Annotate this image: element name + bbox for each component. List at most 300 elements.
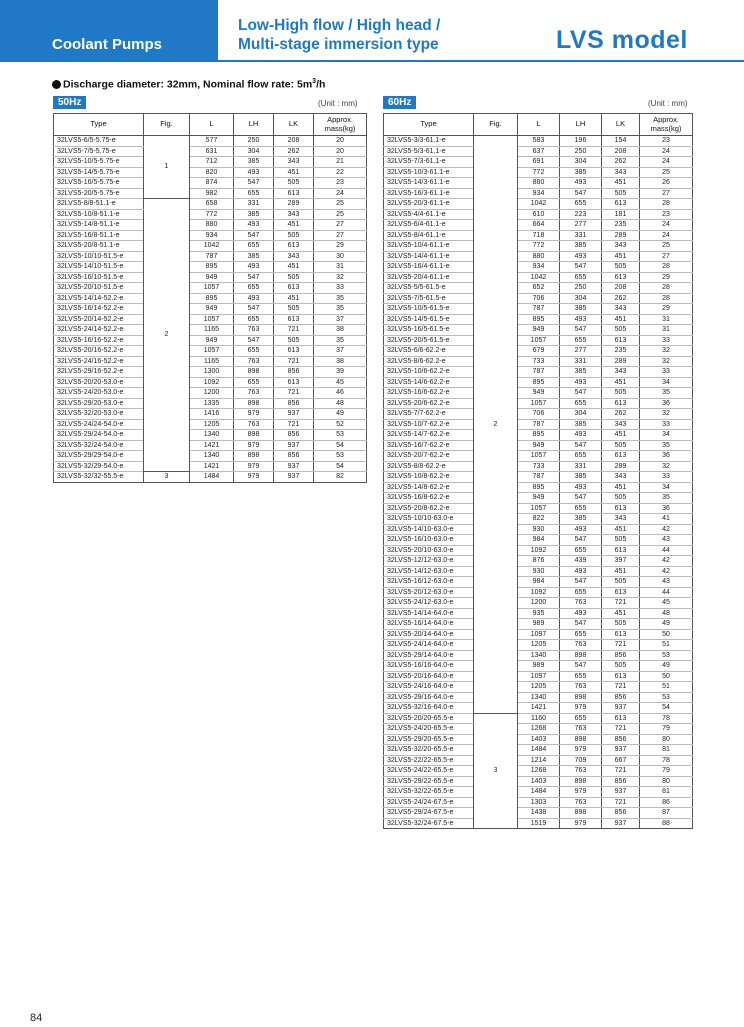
cell-lk: 451 (602, 314, 640, 325)
cell-l: 895 (518, 377, 560, 388)
cell-l: 1200 (190, 388, 234, 399)
cell-lh: 655 (234, 377, 274, 388)
cell-mass: 28 (640, 199, 693, 210)
cell-lk: 856 (602, 692, 640, 703)
cell-mass: 50 (640, 671, 693, 682)
table-row (384, 556, 693, 567)
cell-l: 718 (518, 230, 560, 241)
header-mass-line-1: Approx. (653, 115, 679, 124)
table-row (384, 377, 693, 388)
cell-lh: 250 (560, 146, 602, 157)
cell-l: 989 (518, 661, 560, 672)
cell-fig: 2 (144, 199, 190, 472)
cell-lh: 898 (560, 650, 602, 661)
cell-mass: 28 (640, 262, 693, 273)
table-row (384, 199, 693, 210)
cell-type: 32LVS5-7/5-61.5-e (384, 293, 474, 304)
cell-mass: 86 (640, 797, 693, 808)
cell-type: 32LVS5-6/5-5.75-e (54, 136, 144, 147)
cell-type: 32LVS5-24/16-64.0-e (384, 682, 474, 693)
cell-mass: 33 (640, 419, 693, 430)
cell-mass: 31 (640, 314, 693, 325)
cell-lh: 304 (560, 157, 602, 168)
cell-lh: 493 (560, 251, 602, 262)
cell-lk: 937 (602, 787, 640, 798)
cell-mass: 36 (640, 451, 693, 462)
cell-lh: 493 (560, 430, 602, 441)
table-row (384, 619, 693, 630)
cell-lk: 721 (602, 766, 640, 777)
table-row (384, 367, 693, 378)
table-row (384, 535, 693, 546)
table-row (54, 451, 367, 462)
cell-l: 1165 (190, 325, 234, 336)
cell-lh: 979 (560, 787, 602, 798)
cell-mass: 53 (640, 650, 693, 661)
table-row (384, 157, 693, 168)
cell-l: 935 (518, 608, 560, 619)
table-row (54, 356, 367, 367)
cell-l: 691 (518, 157, 560, 168)
cell-mass: 43 (640, 577, 693, 588)
cell-type: 32LVS5-10/10-63.0-e (384, 514, 474, 525)
cell-l: 820 (190, 167, 234, 178)
table-row (384, 283, 693, 294)
cell-lk: 613 (274, 377, 314, 388)
cell-mass: 25 (314, 209, 367, 220)
cell-lh: 493 (234, 220, 274, 231)
cell-l: 1335 (190, 398, 234, 409)
cell-l: 706 (518, 293, 560, 304)
cell-lh: 898 (560, 808, 602, 819)
cell-lh: 304 (560, 409, 602, 420)
cell-mass: 49 (640, 619, 693, 630)
cell-type: 32LVS5-32/24-54.0-e (54, 440, 144, 451)
cell-lk: 343 (602, 241, 640, 252)
table-row (384, 230, 693, 241)
cell-lh: 385 (560, 241, 602, 252)
header-lk: LK (602, 114, 640, 136)
cell-type: 32LVS5-16/16-64.0-e (384, 661, 474, 672)
discharge-subtitle (52, 78, 325, 91)
cell-mass: 32 (640, 356, 693, 367)
cell-mass: 27 (640, 188, 693, 199)
cell-mass: 49 (314, 409, 367, 420)
header-mass-line-2: mass(kg) (650, 123, 682, 133)
table-row (384, 472, 693, 483)
cell-mass: 38 (314, 356, 367, 367)
cell-lk: 937 (602, 745, 640, 756)
table-row (384, 608, 693, 619)
cell-mass: 24 (640, 146, 693, 157)
cell-lh: 655 (560, 545, 602, 556)
cell-lk: 721 (602, 640, 640, 651)
table-row (54, 325, 367, 336)
table-row (54, 199, 367, 210)
cell-type: 32LVS5-14/14-52.2-e (54, 293, 144, 304)
cell-lk: 937 (602, 703, 640, 714)
cell-lk: 613 (602, 587, 640, 598)
cell-l: 787 (190, 251, 234, 262)
table-row (384, 503, 693, 514)
cell-fig: 3 (144, 472, 190, 483)
cell-type: 32LVS5-20/14-52.2-e (54, 314, 144, 325)
table-row (384, 724, 693, 735)
table-row (384, 419, 693, 430)
bullet-icon (52, 80, 61, 89)
cell-lh: 655 (234, 241, 274, 252)
table-row (384, 629, 693, 640)
cell-lk: 856 (274, 451, 314, 462)
cell-lh: 385 (560, 367, 602, 378)
cell-type: 32LVS5-20/10-51.5-e (54, 283, 144, 294)
cell-lh: 385 (560, 304, 602, 315)
table-row (384, 514, 693, 525)
cell-lh: 493 (234, 262, 274, 273)
cell-mass: 35 (640, 440, 693, 451)
cell-lk: 451 (602, 430, 640, 441)
cell-lk: 721 (274, 388, 314, 399)
cell-type: 32LVS5-20/4-61.1-e (384, 272, 474, 283)
cell-lk: 343 (602, 304, 640, 315)
cell-lh: 898 (234, 430, 274, 441)
cell-lh: 304 (560, 293, 602, 304)
cell-mass: 44 (640, 587, 693, 598)
cell-mass: 35 (314, 304, 367, 315)
cell-mass: 80 (640, 776, 693, 787)
cell-lh: 655 (234, 346, 274, 357)
cell-l: 1057 (190, 346, 234, 357)
cell-type: 32LVS5-14/8-62.2-e (384, 482, 474, 493)
table-row (384, 346, 693, 357)
cell-l: 787 (518, 419, 560, 430)
cell-type: 32LVS5-10/3-61.1-e (384, 167, 474, 178)
table-row (384, 787, 693, 798)
cell-mass: 32 (314, 272, 367, 283)
cell-type: 32LVS5-14/14-64.0-e (384, 608, 474, 619)
cell-lk: 613 (602, 629, 640, 640)
cell-lh: 439 (560, 556, 602, 567)
cell-lh: 898 (560, 734, 602, 745)
cell-type: 32LVS5-16/6-62.2-e (384, 388, 474, 399)
cell-l: 772 (190, 209, 234, 220)
cell-l: 772 (518, 241, 560, 252)
cell-l: 631 (190, 146, 234, 157)
cell-type: 32LVS5-6/6-62.2-e (384, 346, 474, 357)
cell-lk: 613 (602, 451, 640, 462)
cell-lh: 493 (560, 377, 602, 388)
cell-lh: 304 (234, 146, 274, 157)
table-row (384, 241, 693, 252)
cell-lh: 331 (560, 356, 602, 367)
cell-mass: 32 (640, 461, 693, 472)
cell-lh: 385 (234, 251, 274, 262)
table-row (384, 545, 693, 556)
cell-mass: 54 (640, 703, 693, 714)
cell-mass: 42 (640, 566, 693, 577)
cell-mass: 48 (314, 398, 367, 409)
cell-lk: 289 (602, 461, 640, 472)
cell-l: 949 (518, 440, 560, 451)
cell-lh: 898 (234, 367, 274, 378)
cell-lh: 493 (560, 482, 602, 493)
cell-mass: 24 (314, 188, 367, 199)
cell-lh: 385 (560, 472, 602, 483)
cell-type: 32LVS5-10/5-5.75-e (54, 157, 144, 168)
cell-mass: 53 (640, 692, 693, 703)
cell-l: 984 (518, 577, 560, 588)
cell-type: 32LVS5-29/24-67.5-e (384, 808, 474, 819)
cell-l: 930 (518, 566, 560, 577)
cell-l: 712 (190, 157, 234, 168)
cell-l: 880 (518, 178, 560, 189)
cell-type: 32LVS5-32/20-53.0-e (54, 409, 144, 420)
table-row (384, 440, 693, 451)
table-row (384, 577, 693, 588)
cell-lk: 937 (274, 409, 314, 420)
cell-l: 787 (518, 472, 560, 483)
cell-lk: 856 (274, 367, 314, 378)
cell-lk: 262 (602, 409, 640, 420)
cell-lk: 937 (602, 818, 640, 829)
cell-lk: 856 (602, 734, 640, 745)
cell-lk: 721 (274, 325, 314, 336)
cell-mass: 35 (314, 335, 367, 346)
cell-type: 32LVS5-8/8-51.1-e (54, 199, 144, 210)
table-row (384, 493, 693, 504)
cell-lk: 289 (602, 230, 640, 241)
cell-lh: 385 (560, 419, 602, 430)
cell-mass: 36 (640, 503, 693, 514)
cell-lk: 613 (274, 241, 314, 252)
cell-mass: 81 (640, 787, 693, 798)
cell-type: 32LVS5-20/20-65.5-e (384, 713, 474, 724)
cell-lh: 277 (560, 220, 602, 231)
header-mass (314, 114, 367, 136)
table-row (384, 398, 693, 409)
cell-lh: 979 (560, 818, 602, 829)
cell-l: 733 (518, 356, 560, 367)
table-row (384, 703, 693, 714)
cell-l: 934 (190, 230, 234, 241)
cell-type: 32LVS5-24/24-67.5-e (384, 797, 474, 808)
cell-lk: 505 (602, 493, 640, 504)
cell-type: 32LVS5-10/8-62.2-e (384, 472, 474, 483)
table-row (54, 146, 367, 157)
cell-mass: 37 (314, 314, 367, 325)
cell-lh: 385 (234, 157, 274, 168)
table-row (384, 598, 693, 609)
table-row (384, 776, 693, 787)
cell-type: 32LVS5-29/20-53.0-e (54, 398, 144, 409)
cell-lh: 385 (234, 209, 274, 220)
cell-l: 895 (190, 293, 234, 304)
cell-lh: 655 (560, 671, 602, 682)
cell-mass: 42 (640, 556, 693, 567)
cell-mass: 29 (640, 272, 693, 283)
cell-mass: 35 (314, 293, 367, 304)
cell-lk: 721 (602, 598, 640, 609)
cell-mass: 45 (314, 377, 367, 388)
cell-lh: 655 (560, 713, 602, 724)
cell-lh: 655 (234, 283, 274, 294)
cell-type: 32LVS5-32/20-65.5-e (384, 745, 474, 756)
cell-type: 32LVS5-16/14-64.0-e (384, 619, 474, 630)
table-row (384, 430, 693, 441)
cell-mass: 54 (314, 461, 367, 472)
table-row (54, 440, 367, 451)
cell-type: 32LVS5-4/4-61.1-e (384, 209, 474, 220)
cell-l: 1057 (190, 283, 234, 294)
cell-l: 934 (518, 188, 560, 199)
cell-lh: 547 (560, 388, 602, 399)
cell-lh: 898 (560, 692, 602, 703)
cell-mass: 43 (640, 535, 693, 546)
table-row (54, 377, 367, 388)
table-row (384, 755, 693, 766)
cell-lk: 505 (602, 440, 640, 451)
cell-l: 1421 (190, 440, 234, 451)
cell-mass: 27 (640, 251, 693, 262)
cell-l: 1421 (518, 703, 560, 714)
cell-l: 874 (190, 178, 234, 189)
cell-mass: 48 (640, 608, 693, 619)
cell-lk: 721 (602, 724, 640, 735)
table-row (54, 251, 367, 262)
cell-l: 1165 (190, 356, 234, 367)
cell-l: 822 (518, 514, 560, 525)
cell-lk: 721 (602, 797, 640, 808)
spec-table-50hz (53, 113, 367, 483)
cell-lh: 763 (560, 682, 602, 693)
cell-lk: 613 (274, 283, 314, 294)
cell-l: 1268 (518, 766, 560, 777)
cell-lk: 613 (602, 545, 640, 556)
cell-lk: 505 (602, 661, 640, 672)
cell-lk: 289 (602, 356, 640, 367)
table-row (54, 304, 367, 315)
cell-lk: 613 (274, 314, 314, 325)
cell-l: 1340 (190, 430, 234, 441)
cell-lk: 613 (602, 713, 640, 724)
cell-l: 1268 (518, 724, 560, 735)
cell-lh: 763 (560, 766, 602, 777)
cell-mass: 31 (314, 262, 367, 273)
cell-l: 1092 (518, 587, 560, 598)
table-row (384, 692, 693, 703)
table-row (384, 314, 693, 325)
cell-mass: 35 (640, 388, 693, 399)
cell-type: 32LVS5-14/6-62.2-e (384, 377, 474, 388)
cell-mass: 82 (314, 472, 367, 483)
cell-lk: 613 (274, 188, 314, 199)
cell-lk: 343 (602, 514, 640, 525)
cell-l: 1057 (190, 314, 234, 325)
cell-lk: 343 (274, 209, 314, 220)
cell-type: 32LVS5-29/16-52.2-e (54, 367, 144, 378)
cell-type: 32LVS5-8/6-62.2-e (384, 356, 474, 367)
table-row (384, 797, 693, 808)
cell-mass: 20 (314, 146, 367, 157)
cell-lk: 451 (602, 482, 640, 493)
cell-l: 934 (518, 262, 560, 273)
cell-type: 32LVS5-10/10-51.5-e (54, 251, 144, 262)
table-row (384, 335, 693, 346)
cell-lh: 493 (560, 566, 602, 577)
cell-lk: 613 (602, 272, 640, 283)
cell-mass: 23 (640, 136, 693, 147)
cell-mass: 53 (314, 430, 367, 441)
cell-type: 32LVS5-29/16-64.0-e (384, 692, 474, 703)
cell-lh: 655 (560, 629, 602, 640)
cell-l: 706 (518, 409, 560, 420)
header-mass-line-1: Approx. (327, 115, 353, 124)
cell-lh: 709 (560, 755, 602, 766)
cell-l: 1092 (190, 377, 234, 388)
cell-mass: 21 (314, 157, 367, 168)
cell-lk: 856 (602, 776, 640, 787)
cell-l: 895 (518, 314, 560, 325)
cell-type: 32LVS5-5/3-61.1-e (384, 146, 474, 157)
header-l: L (190, 114, 234, 136)
cell-type: 32LVS5-24/20-53.0-e (54, 388, 144, 399)
cell-l: 880 (190, 220, 234, 231)
cell-l: 1303 (518, 797, 560, 808)
cell-fig: 1 (144, 136, 190, 199)
cell-type: 32LVS5-29/20-65.5-e (384, 734, 474, 745)
cell-lh: 547 (560, 619, 602, 630)
cell-lk: 505 (602, 619, 640, 630)
cell-lh: 331 (560, 230, 602, 241)
cell-mass: 78 (640, 713, 693, 724)
cell-lh: 547 (560, 188, 602, 199)
cell-lh: 898 (234, 398, 274, 409)
cell-type: 32LVS5-32/32-55.5-e (54, 472, 144, 483)
cell-lk: 505 (274, 178, 314, 189)
cell-l: 1092 (518, 545, 560, 556)
cell-mass: 51 (640, 682, 693, 693)
cell-type: 32LVS5-12/12-63.0-e (384, 556, 474, 567)
cell-lk: 451 (602, 566, 640, 577)
cell-lk: 451 (602, 178, 640, 189)
cell-mass: 38 (314, 325, 367, 336)
cell-mass: 28 (640, 293, 693, 304)
cell-mass: 88 (640, 818, 693, 829)
cell-type: 32LVS5-22/22-65.5-e (384, 755, 474, 766)
cell-mass: 44 (640, 545, 693, 556)
cell-lk: 505 (602, 535, 640, 546)
table-row (54, 472, 367, 483)
table-row (384, 409, 693, 420)
cell-l: 984 (518, 535, 560, 546)
cell-type: 32LVS5-32/22-65.5-e (384, 787, 474, 798)
badge-50hz: 50Hz (53, 96, 86, 109)
cell-l: 1097 (518, 671, 560, 682)
cell-mass: 26 (640, 178, 693, 189)
table-row (54, 136, 367, 147)
table-row (384, 356, 693, 367)
table-row (384, 566, 693, 577)
cell-l: 610 (518, 209, 560, 220)
cell-type: 32LVS5-20/7-62.2-e (384, 451, 474, 462)
cell-mass: 25 (640, 241, 693, 252)
cell-type: 32LVS5-14/12-63.0-e (384, 566, 474, 577)
cell-type: 32LVS5-8/4-61.1-e (384, 230, 474, 241)
cell-type: 32LVS5-29/22-65.5-e (384, 776, 474, 787)
cell-lh: 655 (560, 199, 602, 210)
cell-type: 32LVS5-24/22-65.5-e (384, 766, 474, 777)
cell-lk: 451 (274, 167, 314, 178)
